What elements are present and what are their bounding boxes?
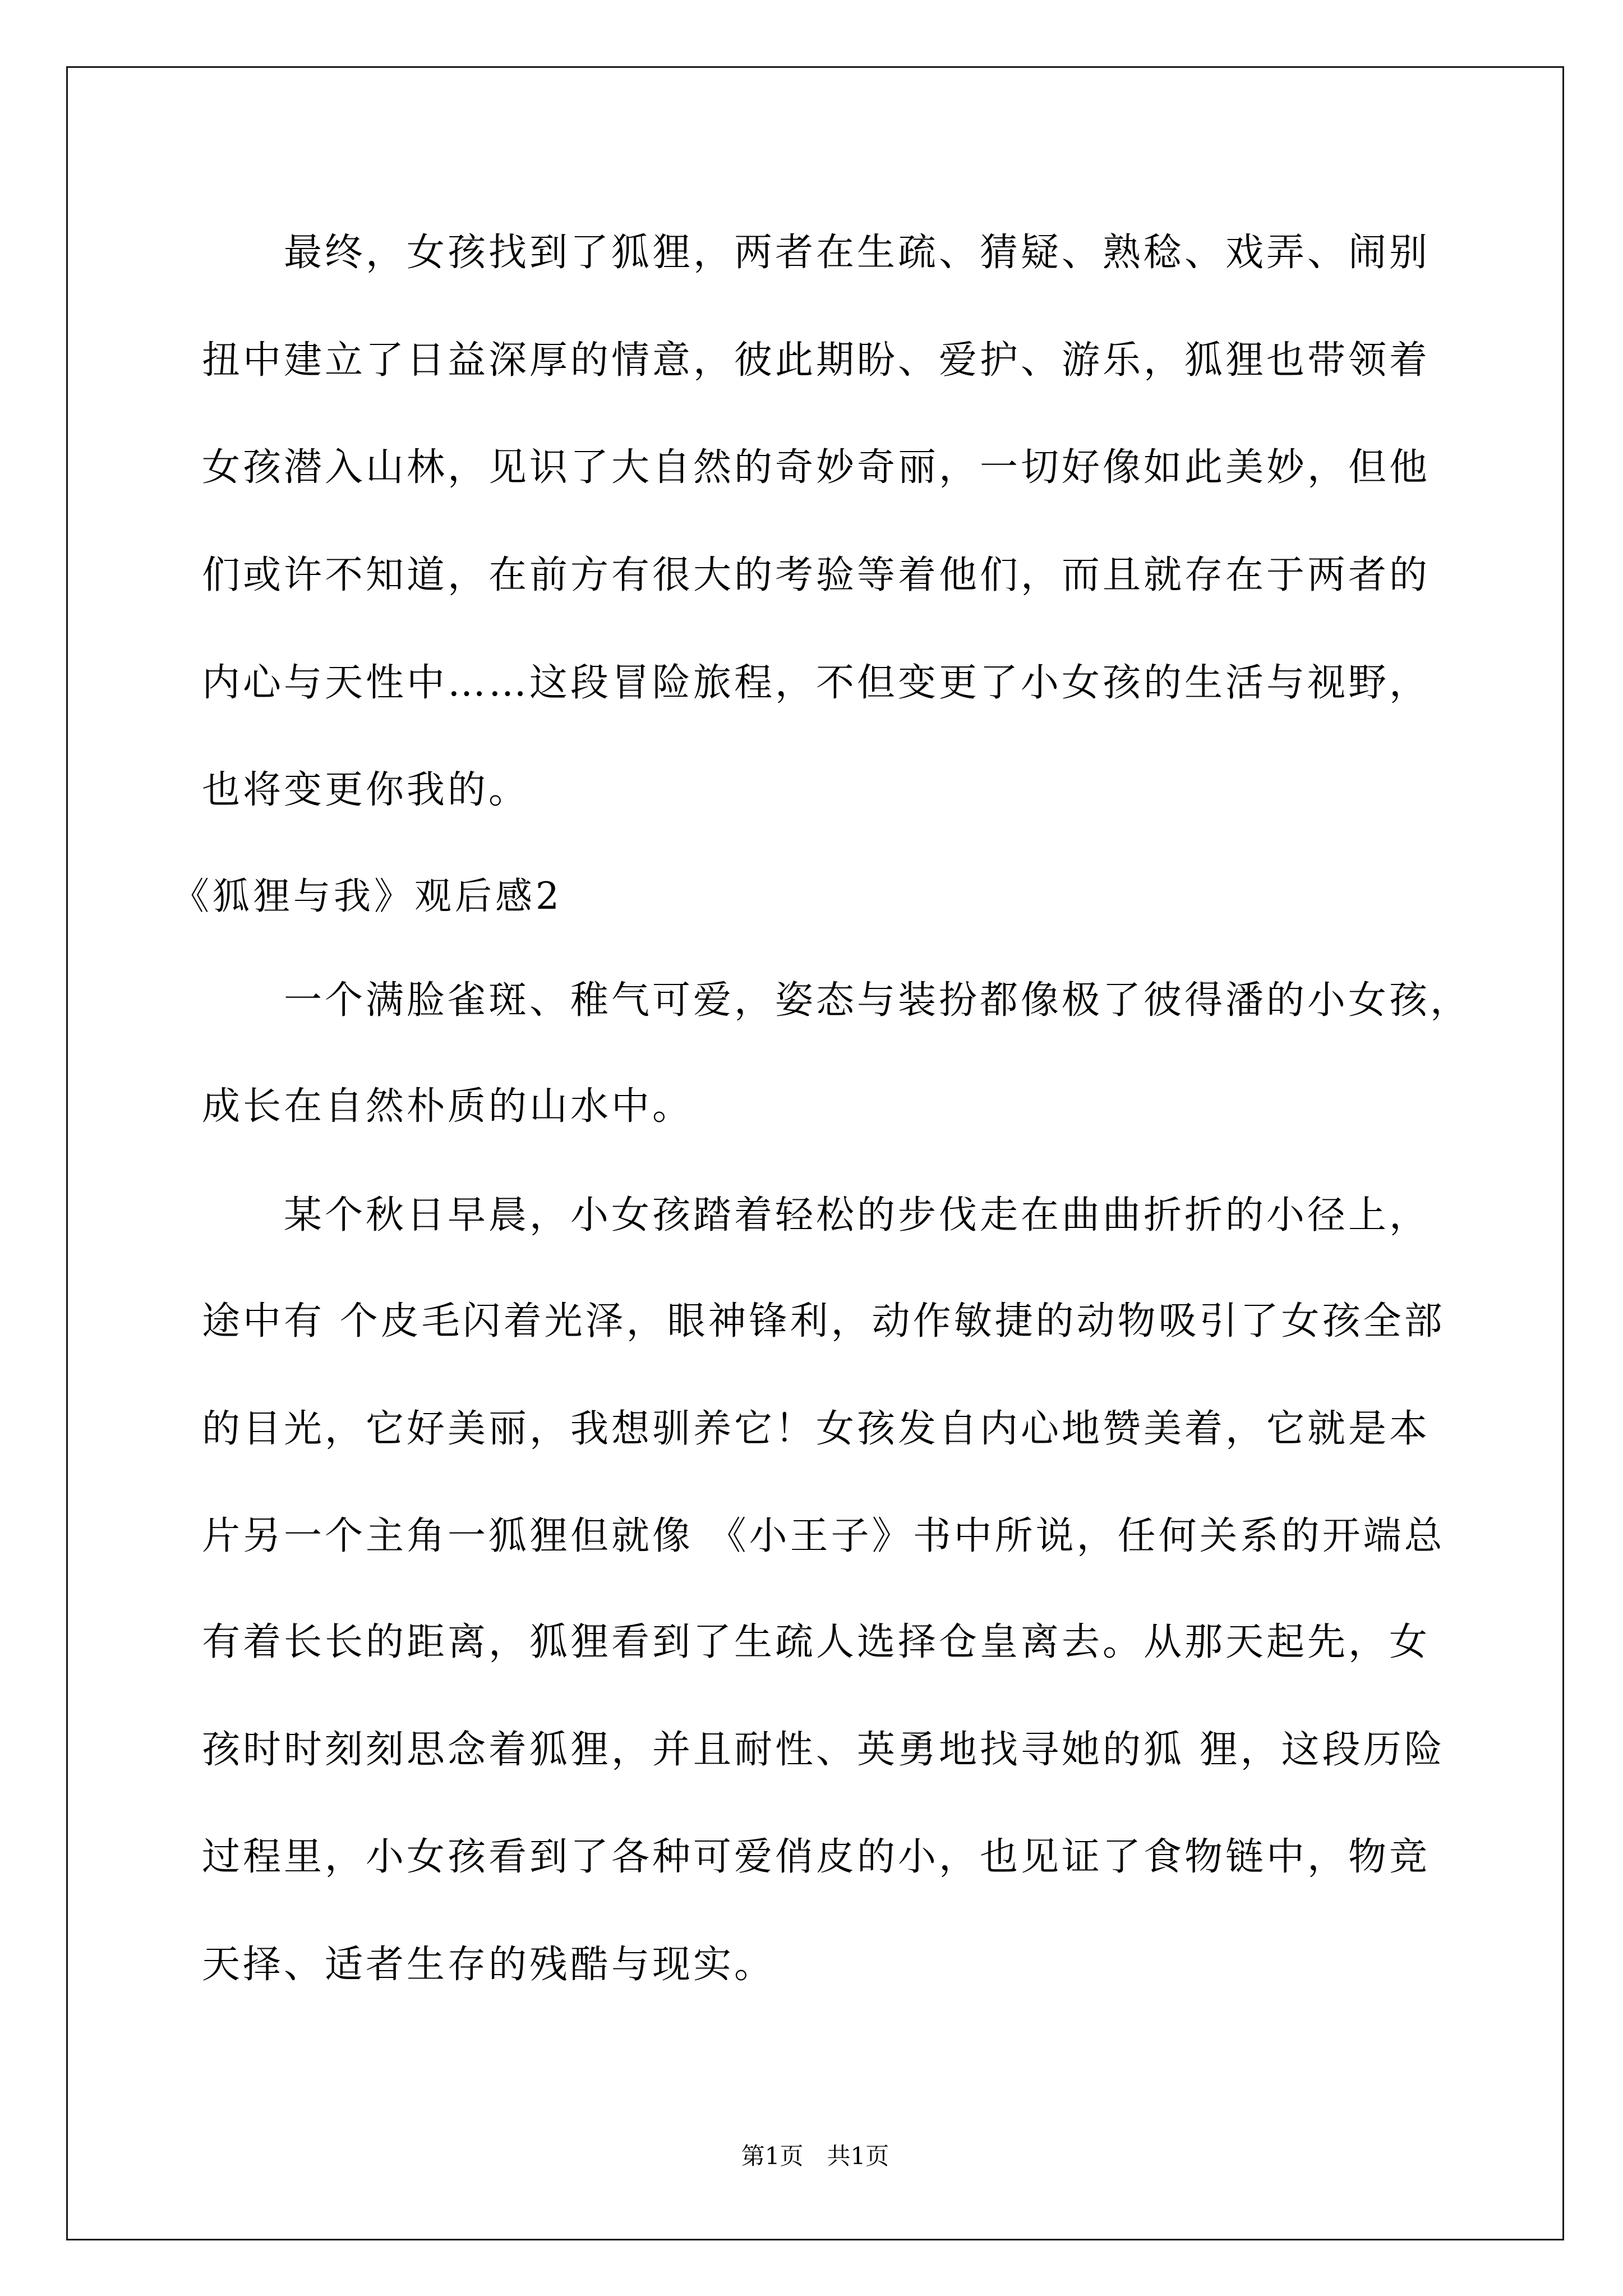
text-line: 内心与天性中……这段冒险旅程，不但变更了小女孩的生活与视野， — [202, 661, 1431, 705]
section-heading: 《狐狸与我》观后感2 — [172, 875, 562, 918]
text-line: 扭中建立了日益深厚的情意，彼此期盼、爱护、游乐，狐狸也带领着 — [202, 338, 1431, 383]
page-border — [66, 66, 1564, 2240]
text-line: 也将变更你我的。 — [202, 768, 530, 812]
text-line: 途中有 个皮毛闪着光泽，眼神锋利，动作敏捷的动物吸引了女孩全部 — [202, 1299, 1445, 1343]
text-line: 成长在自然朴质的山水中。 — [202, 1084, 694, 1129]
text-line: 孩时时刻刻思念着狐狸，并且耐性、英勇地找寻她的狐 狸，这段历险 — [202, 1728, 1445, 1772]
page-footer: 第1页 共1页 — [741, 2142, 889, 2170]
text-line: 天择、适者生存的残酷与现实。 — [202, 1943, 776, 1987]
text-line: 最终，女孩找到了狐狸，两者在生疏、猜疑、熟稔、戏弄、闹别 — [284, 231, 1431, 275]
text-line: 片另一个主角一狐狸但就像 《小王子》书中所说，任何关系的开端总 — [202, 1514, 1445, 1558]
text-line: 过程里，小女孩看到了各种可爱俏皮的小，也见证了食物链中，物竞 — [202, 1835, 1431, 1879]
text-line: 的目光，它好美丽，我想驯养它！女孩发自内心地赞美着，它就是本 — [202, 1407, 1431, 1451]
text-line: 们或许不知道，在前方有很大的考验等着他们，而且就存在于两者的 — [202, 553, 1431, 597]
text-line: 有着长长的距离，狐狸看到了生疏人选择仓皇离去。从那天起先，女 — [202, 1620, 1431, 1664]
text-line: 一个满脸雀斑、稚气可爱，姿态与装扮都像极了彼得潘的小女孩， — [284, 978, 1472, 1023]
text-line: 某个秋日早晨，小女孩踏着轻松的步伐走在曲曲折折的小径上， — [284, 1193, 1431, 1237]
text-line: 女孩潜入山林，见识了大自然的奇妙奇丽，一切好像如此美妙，但他 — [202, 445, 1431, 490]
